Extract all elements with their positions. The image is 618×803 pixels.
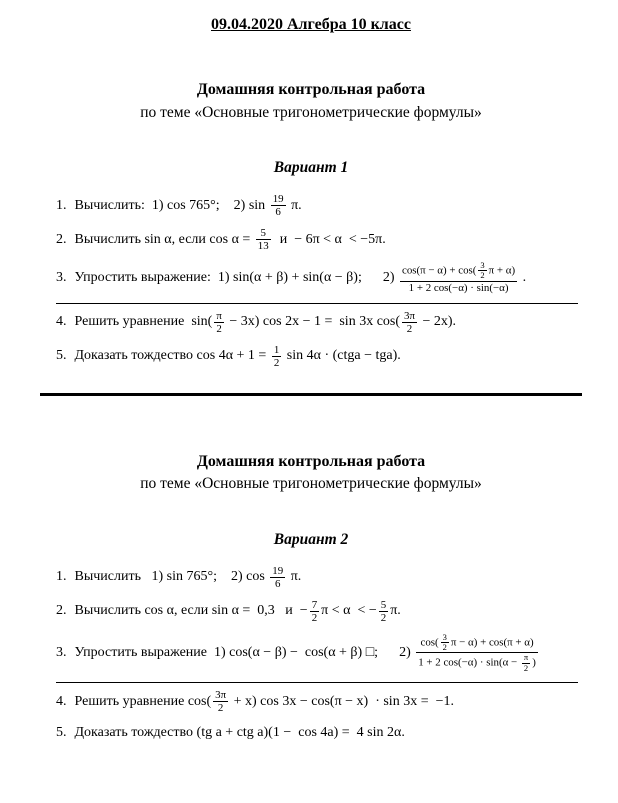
problem-item (56, 193, 578, 218)
problem-number: 5. (56, 348, 67, 364)
problem-number: 3. (56, 269, 67, 285)
section-divider (40, 393, 582, 396)
fraction: $\frac{7}{2}$ (311, 598, 318, 624)
problem-item (56, 261, 578, 294)
fraction: cos( $\frac{3}{2}$ π − α) + cos(π + α) 1 + 2 cos(−α) · sin(α − $\frac{\pi}{2}$ ) (418, 631, 536, 673)
variant-section (40, 452, 582, 744)
page-title: 09.04.2020 Алгебра 10 класс (211, 16, 411, 33)
fraction: $\frac{1}{2}$ (273, 343, 280, 369)
sections-container (40, 80, 582, 743)
problem-text: Упростить выражение: 1) sin(α + β) + sin(α − β); 2) cos(π − α) + cos( $\frac{3}{2}$ π + α) 1 + 2 cos(−α) · sin(−α) . (74, 259, 527, 294)
fraction: $\frac{3}{2}$ (442, 631, 447, 652)
fraction: $\frac{\pi}{2}$ (216, 309, 222, 335)
fraction: $\frac{\pi}{2}$ (523, 652, 529, 673)
problem-number: 1. (56, 569, 67, 585)
variant-label: Вариант 1 (273, 158, 349, 176)
problem-item (56, 344, 578, 369)
problem-item (56, 723, 578, 743)
problem-number: 4. (56, 693, 67, 709)
problem-text: Решить уравнение sin( $\frac{\pi}{2}$ − 3x) cos 2x − 1 = sin 3x cos( $\frac{3\pi}{2}$ − 2x). (74, 309, 457, 335)
fraction: $\frac{19}{6}$ (272, 564, 284, 590)
section-heading: Домашняя контрольная работа (196, 452, 426, 470)
problem-text: Вычислить 1) sin 765°; 2) cos $\frac{19}{6}$ π. (74, 564, 302, 590)
problem-item (56, 227, 578, 252)
fraction: cos(π − α) + cos( $\frac{3}{2}$ π + α) 1 + 2 cos(−α) · sin(−α) (402, 259, 516, 294)
problem-text: Решить уравнение cos( $\frac{3\pi}{2}$ + x) cos 3x − cos(π − x) · sin 3x = −1. (74, 689, 454, 715)
fraction: $\frac{5}{2}$ (380, 598, 387, 624)
section-heading: Домашняя контрольная работа (196, 81, 426, 98)
problem-item (56, 633, 578, 673)
fraction: $\frac{3\pi}{2}$ (404, 309, 415, 335)
problem-number: 1. (56, 197, 67, 213)
variant-section (40, 80, 582, 369)
problem-item (56, 599, 578, 624)
problem-number: 4. (56, 314, 67, 330)
fraction: $\frac{3}{2}$ (480, 259, 485, 281)
problem-text: Упростить выражение 1) cos(α − β) − cos(α + β) □; 2) cos( $\frac{3}{2}$ π − α) + cos(π + α) 1 + 2 cos(−α) · sin(α − $\frac{\pi}{2}$ ) (74, 631, 536, 673)
problem-text: Вычислить sin α, если cos α = $\frac{5}{13}$ и − 6π < α < −5π. (74, 226, 386, 252)
problem-list (40, 565, 582, 744)
problem-number: 5. (56, 725, 67, 741)
problem-number: 3. (56, 645, 67, 661)
problem-number: 2. (56, 231, 67, 247)
fraction: $\frac{5}{13}$ (257, 226, 269, 252)
problem-item (56, 682, 578, 714)
problem-text: Доказать тождество cos 4α + 1 = $\frac{1}{2}$ sin 4α · (ctga − tga). (74, 343, 401, 369)
section-subtitle: по теме «Основные тригонометрические формулы» (140, 103, 482, 121)
problem-number: 2. (56, 603, 67, 619)
problem-text: Доказать тождество (tg a + ctg a)(1 − cos 4a) = 4 sin 2α. (74, 725, 405, 741)
problem-list (40, 193, 582, 369)
fraction: $\frac{3\pi}{2}$ (215, 689, 227, 715)
variant-label: Вариант 2 (273, 530, 349, 548)
problem-text: Вычислить cos α, если sin α = 0,3 и − $\frac{7}{2}$ π < α < − $\frac{5}{2}$ π. (74, 598, 401, 624)
problem-text: Вычислить: 1) cos 765°; 2) sin $\frac{19}{6}$ π. (74, 192, 302, 218)
section-subtitle: по теме «Основные тригонометрические формулы» (140, 475, 482, 493)
problem-item (56, 303, 578, 335)
problem-item (56, 565, 578, 590)
fraction: $\frac{19}{6}$ (272, 192, 284, 218)
